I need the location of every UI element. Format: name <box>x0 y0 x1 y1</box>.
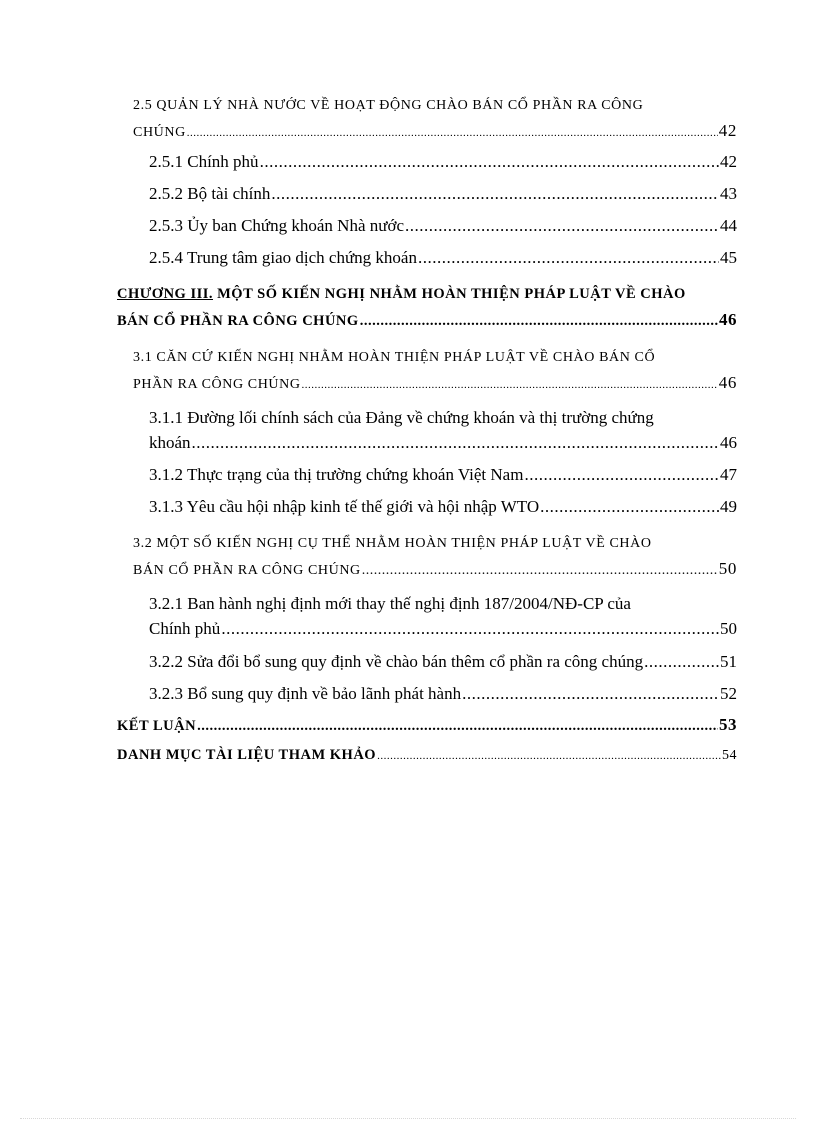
toc-entry-text: PHẦN RA CÔNG CHÚNG <box>133 377 301 392</box>
toc-entry-text: CHÚNG <box>133 125 186 140</box>
toc-entry-text: 2.5.3 Ủy ban Chứng khoán Nhà nước <box>149 216 404 235</box>
toc-entry-text: 3.2 MỘT SỐ KIẾN NGHỊ CỤ THỂ NHẰM HOÀN THIỆN PHÁP LUẬT VỀ CHÀO <box>133 536 652 551</box>
toc-entry-text: 2.5.1 Chính phủ <box>149 152 259 171</box>
toc-entry-text: 3.2.2 Sửa đổi bổ sung quy định về chào bán thêm cổ phần ra công chúng <box>149 652 644 671</box>
page-number: 53 <box>719 715 737 734</box>
page-bottom-border <box>20 1118 796 1119</box>
page-number: 46 <box>719 310 737 329</box>
dot-leader <box>377 750 721 762</box>
toc-entry-text: khoán <box>149 433 191 452</box>
page-number: 47 <box>720 465 737 484</box>
toc-entry-2-5-2[interactable] <box>149 184 737 215</box>
page-number: 46 <box>718 373 737 392</box>
toc-entry-3-1-1[interactable] <box>149 402 737 464</box>
dot-leader <box>418 248 719 268</box>
page-number: 42 <box>718 121 737 140</box>
page-number: 54 <box>722 748 737 763</box>
dot-leader <box>644 652 719 672</box>
dot-leader <box>540 497 719 517</box>
toc-entry-text: 3.2.3 Bổ sung quy định về bảo lãnh phát hành <box>149 684 462 703</box>
toc-entry-3-1[interactable] <box>133 342 737 404</box>
toc-entry-2-5[interactable] <box>133 90 737 152</box>
toc-entry-3-2-3[interactable] <box>149 684 737 715</box>
dot-leader <box>221 619 719 639</box>
toc-entry-text: BÁN CỔ PHẦN RA CÔNG CHÚNG <box>133 563 361 578</box>
toc-entry-text: 3.2.1 Ban hành nghị định mới thay thế nghị định 187/2004/NĐ-CP của <box>149 594 631 613</box>
toc-entry-text: 3.1 CĂN CỨ KIẾN NGHỊ NHẰM HOÀN THIỆN PHÁP LUẬT VỀ CHÀO BÁN CỔ <box>133 350 656 365</box>
dot-leader <box>462 684 719 704</box>
page-number: 49 <box>720 497 737 516</box>
dot-leader <box>302 379 718 391</box>
toc-entry-text: 3.1.3 Yêu cầu hội nhập kinh tế thế giới và hội nhập WTO <box>149 497 540 516</box>
toc-entry-2-5-4[interactable] <box>149 248 737 279</box>
page-number: 46 <box>720 433 737 452</box>
toc-entry-text: 3.1.2 Thực trạng của thị trường chứng khoán Việt Nam <box>149 465 524 484</box>
dot-leader <box>405 216 719 236</box>
toc-entry-text: BÁN CỔ PHẦN RA CÔNG CHÚNG <box>117 313 359 329</box>
toc-entry-text: MỘT SỐ KIẾN NGHỊ NHẰM HOÀN THIỆN PHÁP LUẬT VỀ CHÀO <box>213 286 686 302</box>
toc-entry-3-1-3[interactable] <box>149 497 737 528</box>
page-number: 52 <box>720 684 737 703</box>
dot-leader <box>260 152 719 172</box>
page-number: 50 <box>718 559 737 578</box>
toc-entry-text: 2.5.4 Trung tâm giao dịch chứng khoán <box>149 248 417 267</box>
page-number: 42 <box>720 152 737 171</box>
dot-leader <box>362 563 718 579</box>
toc-entry-3-2[interactable] <box>133 528 737 590</box>
toc-entry-3-2-2[interactable] <box>149 652 737 683</box>
toc-entry-text: DANH MỤC TÀI LIỆU THAM KHẢO <box>117 747 377 763</box>
page-number: 45 <box>720 248 737 267</box>
toc-entry-text: Chính phủ <box>149 619 221 638</box>
dot-leader <box>524 465 719 485</box>
dot-leader <box>360 313 718 330</box>
toc-entry-conclusion[interactable] <box>117 715 737 746</box>
page-number: 50 <box>720 619 737 638</box>
toc-entry-references[interactable] <box>117 747 737 778</box>
dot-leader <box>187 127 718 139</box>
chapter-label: CHƯƠNG III. <box>117 286 213 302</box>
toc-entry-text: 2.5 QUẢN LÝ NHÀ NƯỚC VỀ HOẠT ĐỘNG CHÀO BÁN CỔ PHẦN RA CÔNG <box>133 98 644 113</box>
toc-entry-2-5-3[interactable] <box>149 216 737 247</box>
toc-entry-3-2-1[interactable] <box>149 588 737 650</box>
toc-entry-3-1-2[interactable] <box>149 465 737 496</box>
page-number: 44 <box>720 216 737 235</box>
dot-leader <box>197 718 718 735</box>
page-number: 43 <box>720 184 737 203</box>
toc-entry-text: KẾT LUẬN <box>117 718 197 734</box>
page-number: 51 <box>720 652 737 671</box>
toc-entry-2-5-1[interactable] <box>149 152 737 183</box>
dot-leader <box>192 433 719 453</box>
toc-entry-chapter-3[interactable] <box>117 279 737 341</box>
toc-entry-text: 3.1.1 Đường lối chính sách của Đảng về chứng khoán và thị trường chứng <box>149 408 654 427</box>
toc-entry-text: 2.5.2 Bộ tài chính <box>149 184 271 203</box>
dot-leader <box>271 184 719 204</box>
